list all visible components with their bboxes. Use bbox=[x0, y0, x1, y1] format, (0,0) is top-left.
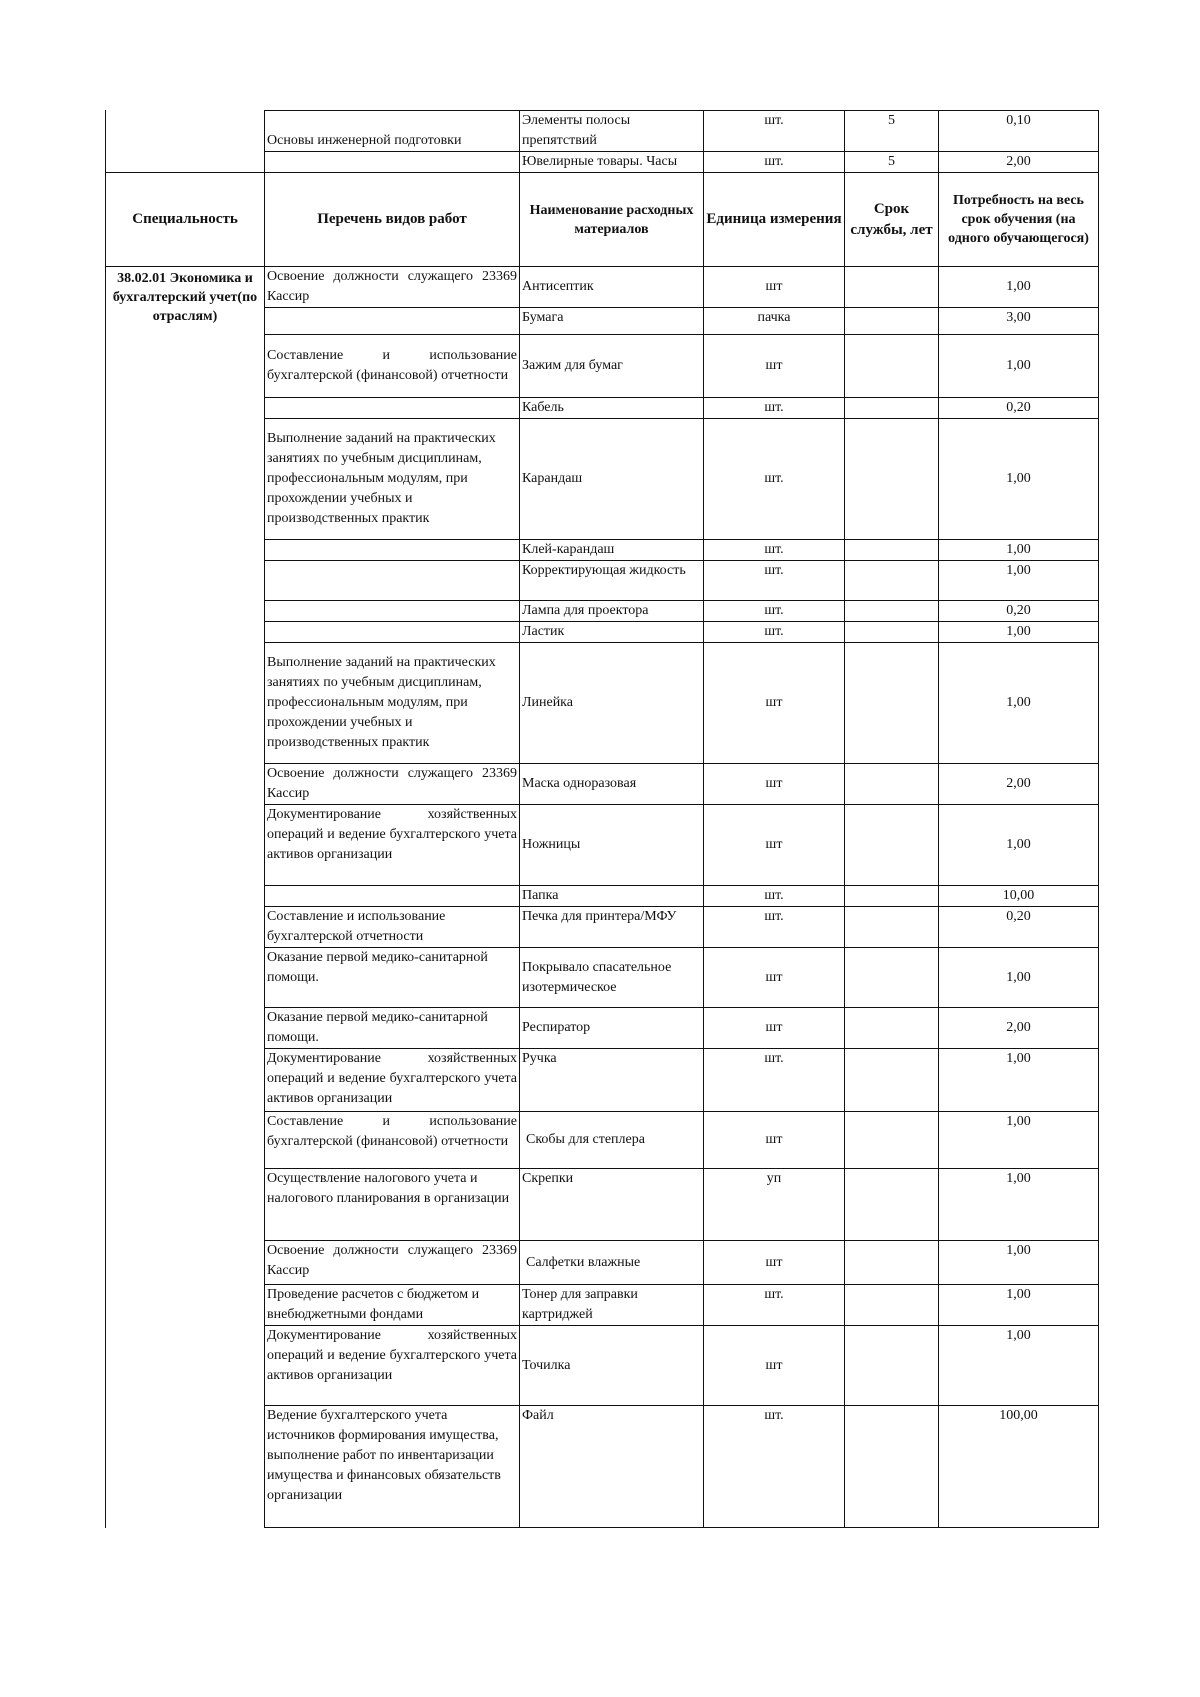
material-cell: Салфетки влажные bbox=[520, 1241, 704, 1285]
work-cell: Составление и использование бухгалтерской отчетности bbox=[265, 907, 520, 948]
material-cell: Карандаш bbox=[520, 419, 704, 540]
material-cell: Линейка bbox=[520, 643, 704, 764]
material-cell: Корректирующая жидкость bbox=[520, 561, 704, 601]
need-cell: 1,00 bbox=[939, 267, 1099, 308]
material-cell: Маска одноразовая bbox=[520, 764, 704, 805]
life-cell bbox=[845, 622, 939, 643]
unit-cell: шт. bbox=[704, 419, 845, 540]
specialty-cell: 38.02.01 Экономика и бухгалтерский учет(по отраслям) bbox=[106, 267, 265, 1528]
table-header-row bbox=[106, 173, 1099, 267]
work-cell bbox=[265, 886, 520, 907]
material-cell: Ластик bbox=[520, 622, 704, 643]
header-works: Перечень видов работ bbox=[265, 173, 520, 267]
unit-cell: шт bbox=[704, 335, 845, 398]
need-cell: 3,00 bbox=[939, 308, 1099, 335]
header-unit: Единица измерения bbox=[704, 173, 845, 267]
material-cell: Скобы для степлера bbox=[520, 1112, 704, 1169]
material-cell: Ювелирные товары. Часы bbox=[520, 152, 704, 173]
unit-cell: шт bbox=[704, 267, 845, 308]
need-cell: 1,00 bbox=[939, 561, 1099, 601]
unit-cell: шт bbox=[704, 805, 845, 886]
material-cell: Печка для принтера/МФУ bbox=[520, 907, 704, 948]
life-cell bbox=[845, 907, 939, 948]
material-cell: Скрепки bbox=[520, 1169, 704, 1241]
work-cell: Проведение расчетов с бюджетом и внебюджетными фондами bbox=[265, 1285, 520, 1326]
material-cell: Папка bbox=[520, 886, 704, 907]
unit-cell: шт bbox=[704, 1241, 845, 1285]
life-cell bbox=[845, 643, 939, 764]
work-cell bbox=[265, 622, 520, 643]
need-cell: 1,00 bbox=[939, 1326, 1099, 1406]
material-cell: Бумага bbox=[520, 308, 704, 335]
work-cell: Выполнение заданий на практических занятиях по учебным дисциплинам, профессиональным модулям, при прохождении учебных и производственных практик bbox=[265, 643, 520, 764]
unit-cell: шт. bbox=[704, 540, 845, 561]
life-cell bbox=[845, 601, 939, 622]
work-cell bbox=[265, 540, 520, 561]
unit-cell: шт. bbox=[704, 1406, 845, 1528]
unit-cell: шт. bbox=[704, 561, 845, 601]
need-cell: 0,20 bbox=[939, 601, 1099, 622]
material-cell: Ручка bbox=[520, 1049, 704, 1112]
need-cell: 2,00 bbox=[939, 1008, 1099, 1049]
material-cell: Тонер для заправки картриджей bbox=[520, 1285, 704, 1326]
material-cell: Точилка bbox=[520, 1326, 704, 1406]
material-cell: Файл bbox=[520, 1406, 704, 1528]
need-cell: 0,10 bbox=[939, 111, 1099, 152]
life-cell bbox=[845, 1169, 939, 1241]
need-cell: 1,00 bbox=[939, 622, 1099, 643]
unit-cell: уп bbox=[704, 1169, 845, 1241]
material-cell: Лампа для проектора bbox=[520, 601, 704, 622]
header-life: Срок службы, лет bbox=[845, 173, 939, 267]
need-cell: 1,00 bbox=[939, 1169, 1099, 1241]
work-cell: Документирование хозяйственных операций и ведение бухгалтерского учета активов организации bbox=[265, 1049, 520, 1112]
unit-cell: шт. bbox=[704, 886, 845, 907]
material-cell: Элементы полосы препятствий bbox=[520, 111, 704, 152]
material-cell: Покрывало спасательное изотермическое bbox=[520, 948, 704, 1008]
material-cell: Кабель bbox=[520, 398, 704, 419]
unit-cell: шт bbox=[704, 643, 845, 764]
unit-cell: шт bbox=[704, 764, 845, 805]
unit-cell: шт bbox=[704, 948, 845, 1008]
need-cell: 1,00 bbox=[939, 948, 1099, 1008]
table-row bbox=[265, 152, 1099, 173]
header-materials: Наименование расходных материалов bbox=[520, 173, 704, 267]
life-cell bbox=[845, 1326, 939, 1406]
life-cell: 5 bbox=[845, 152, 939, 173]
material-cell: Клей-карандаш bbox=[520, 540, 704, 561]
material-cell: Антисептик bbox=[520, 267, 704, 308]
life-cell bbox=[845, 308, 939, 335]
unit-cell: шт. bbox=[704, 398, 845, 419]
unit-cell: пачка bbox=[704, 308, 845, 335]
unit-cell: шт bbox=[704, 1008, 845, 1049]
need-cell: 0,20 bbox=[939, 398, 1099, 419]
life-cell bbox=[845, 540, 939, 561]
unit-cell: шт. bbox=[704, 1049, 845, 1112]
materials-table bbox=[105, 172, 1099, 1528]
unit-cell: шт. bbox=[704, 152, 845, 173]
life-cell bbox=[845, 1008, 939, 1049]
life-cell bbox=[845, 561, 939, 601]
life-cell bbox=[845, 948, 939, 1008]
unit-cell: шт. bbox=[704, 111, 845, 152]
work-cell bbox=[265, 152, 520, 173]
life-cell bbox=[845, 764, 939, 805]
unit-cell: шт. bbox=[704, 907, 845, 948]
life-cell bbox=[845, 1406, 939, 1528]
need-cell: 1,00 bbox=[939, 805, 1099, 886]
work-cell: Освоение должности служащего 23369 Кассир bbox=[265, 764, 520, 805]
need-cell: 1,00 bbox=[939, 1049, 1099, 1112]
life-cell bbox=[845, 1285, 939, 1326]
work-cell: Выполнение заданий на практических занятиях по учебным дисциплинам, профессиональным модулям, при прохождении учебных и производственных практик bbox=[265, 419, 520, 540]
work-cell: Основы инженерной подготовки bbox=[265, 111, 520, 152]
work-cell: Оказание первой медико-санитарной помощи. bbox=[265, 948, 520, 1008]
need-cell: 100,00 bbox=[939, 1406, 1099, 1528]
unit-cell: шт bbox=[704, 1112, 845, 1169]
life-cell bbox=[845, 335, 939, 398]
work-cell: Освоение должности служащего 23369 Кассир bbox=[265, 267, 520, 308]
material-cell: Зажим для бумаг bbox=[520, 335, 704, 398]
life-cell bbox=[845, 1112, 939, 1169]
need-cell: 2,00 bbox=[939, 764, 1099, 805]
need-cell: 1,00 bbox=[939, 643, 1099, 764]
life-cell bbox=[845, 419, 939, 540]
work-cell: Документирование хозяйственных операций и ведение бухгалтерского учета активов организации bbox=[265, 805, 520, 886]
work-cell bbox=[265, 398, 520, 419]
life-cell bbox=[845, 805, 939, 886]
material-cell: Ножницы bbox=[520, 805, 704, 886]
need-cell: 1,00 bbox=[939, 1285, 1099, 1326]
material-cell: Респиратор bbox=[520, 1008, 704, 1049]
header-specialty: Специальность bbox=[106, 173, 265, 267]
need-cell: 0,20 bbox=[939, 907, 1099, 948]
unit-cell: шт. bbox=[704, 1285, 845, 1326]
life-cell bbox=[845, 267, 939, 308]
unit-cell: шт. bbox=[704, 622, 845, 643]
need-cell: 1,00 bbox=[939, 419, 1099, 540]
unit-cell: шт. bbox=[704, 601, 845, 622]
need-cell: 2,00 bbox=[939, 152, 1099, 173]
need-cell: 1,00 bbox=[939, 1112, 1099, 1169]
table-row bbox=[106, 267, 1099, 308]
need-cell: 10,00 bbox=[939, 886, 1099, 907]
table-row bbox=[265, 111, 1099, 152]
life-cell bbox=[845, 886, 939, 907]
work-cell: Осуществление налогового учета и налогового планирования в организации bbox=[265, 1169, 520, 1241]
work-cell: Ведение бухгалтерского учета источников формирования имущества, выполнение работ по инвентаризации имущества и финансовых обязательств организации bbox=[265, 1406, 520, 1528]
life-cell bbox=[845, 1049, 939, 1112]
work-cell: Составление и использование бухгалтерской (финансовой) отчетности bbox=[265, 1112, 520, 1169]
work-cell bbox=[265, 601, 520, 622]
life-cell bbox=[845, 1241, 939, 1285]
need-cell: 1,00 bbox=[939, 540, 1099, 561]
work-cell: Освоение должности служащего 23369 Кассир bbox=[265, 1241, 520, 1285]
life-cell: 5 bbox=[845, 111, 939, 152]
unit-cell: шт bbox=[704, 1326, 845, 1406]
need-cell: 1,00 bbox=[939, 1241, 1099, 1285]
work-cell bbox=[265, 561, 520, 601]
work-cell: Документирование хозяйственных операций и ведение бухгалтерского учета активов организации bbox=[265, 1326, 520, 1406]
life-cell bbox=[845, 398, 939, 419]
continuation-table bbox=[264, 110, 1099, 173]
work-cell: Составление и использование бухгалтерской (финансовой) отчетности bbox=[265, 335, 520, 398]
work-cell: Оказание первой медико-санитарной помощи. bbox=[265, 1008, 520, 1049]
header-need: Потребность на весь срок обучения (на одного обучающегося) bbox=[939, 173, 1099, 267]
work-cell bbox=[265, 308, 520, 335]
need-cell: 1,00 bbox=[939, 335, 1099, 398]
